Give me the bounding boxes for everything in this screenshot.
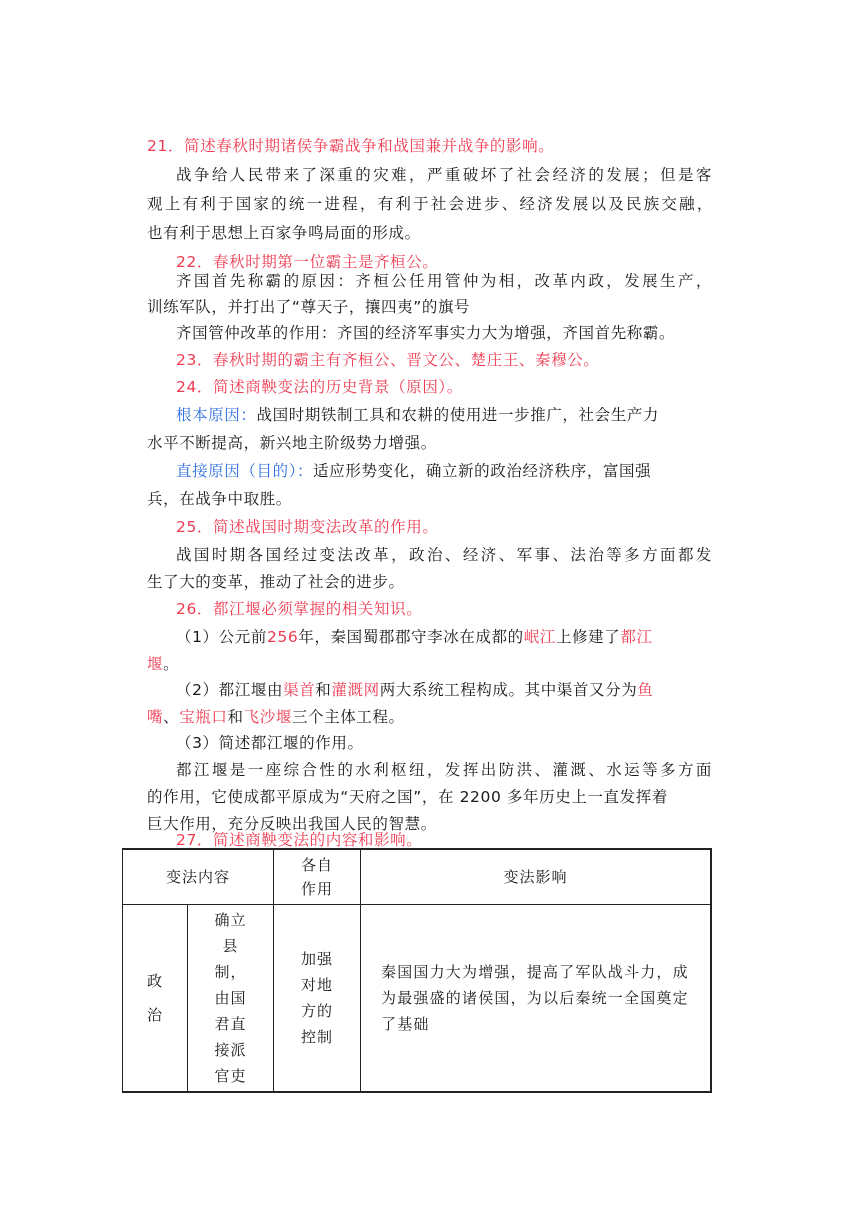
q26-p1-year: 256 bbox=[266, 628, 299, 646]
answer-22-reason-line-2: 训练军队，并打出了“尊天子，攘四夷”的旗号 bbox=[147, 298, 471, 316]
q26-p2-sep: 、 bbox=[163, 708, 180, 726]
direct-cause-label: 直接原因（目的）： bbox=[176, 462, 314, 480]
q26-p2-yuzui-a: 鱼 bbox=[637, 681, 654, 699]
question-26-title: 26．都江堰必须掌握的相关知识。 bbox=[176, 600, 423, 618]
q26-p2-text-b: 和 bbox=[315, 681, 332, 699]
q26-point-1-line-1 bbox=[176, 627, 653, 647]
root-cause-text: 战国时期铁制工具和农耕的使用进一步推广，社会生产力 bbox=[256, 406, 660, 424]
question-23-title: 23．春秋时期的霸主有齐桓公、晋文公、楚庄王、秦穆公。 bbox=[176, 351, 600, 369]
table-row bbox=[123, 905, 712, 1093]
q26-p1-text-a: （1）公元前 bbox=[176, 628, 267, 646]
q26-p2-text-c: 两大系统工程构成。其中渠首又分为 bbox=[379, 681, 638, 699]
header-content: 变法内容 bbox=[123, 849, 274, 905]
header-role: 各自作用 bbox=[274, 849, 361, 905]
q26-point-1-line-2 bbox=[147, 654, 179, 674]
direct-cause-text: 适应形势变化，确立新的政治经济秩序，富国强 bbox=[313, 462, 652, 480]
q26-p2-end: 三个主体工程。 bbox=[291, 708, 405, 726]
q26-para-line-1: 都江堰是一座综合性的水利枢纽，发挥出防洪、灌溉、水运等多方面 bbox=[176, 761, 712, 779]
q26-p1-name-a: 都江 bbox=[620, 628, 653, 646]
question-25-title: 25．简述战国时期变法改革的作用。 bbox=[176, 518, 439, 536]
answer-22-effect-line: 齐国管仲改革的作用：齐国的经济军事实力大为增强，齐国首先称霸。 bbox=[176, 324, 676, 342]
answer-24-root-line-1 bbox=[176, 405, 659, 425]
answer-25-line-2: 生了大的变革，推动了社会的进步。 bbox=[147, 573, 405, 591]
question-21-title: 21．简述春秋时期诸侯争霸战争和战国兼并战争的影响。 bbox=[147, 137, 555, 155]
q26-point-2-line-1 bbox=[176, 680, 653, 700]
root-cause-label: 根本原因： bbox=[176, 406, 257, 424]
question-27-title: 27．简述商鞅变法的内容和影响。 bbox=[176, 831, 423, 849]
answer-24-root-line-2: 水平不断提高，新兴地主阶级势力增强。 bbox=[147, 434, 437, 452]
q26-p1-name-b: 堰 bbox=[147, 655, 164, 673]
q26-para-line-2: 的作用，它使成都平原成为“天府之国”，在 2200 多年历史上一直发挥着 bbox=[147, 788, 668, 806]
q26-p2-baopingkou: 宝瓶口 bbox=[179, 708, 228, 726]
cell-role: 加强对地方的控制 bbox=[274, 905, 361, 1093]
q26-point-2-line-2 bbox=[147, 707, 405, 727]
q26-p1-text-b: 年，秦国蜀郡郡守李冰在成都的 bbox=[298, 628, 524, 646]
answer-22-reason-line-1: 齐国首先称霸的原因：齐桓公任用管仲为相，改革内政，发展生产， bbox=[176, 272, 712, 290]
answer-25-line-1: 战国时期各国经过变法改革，政治、经济、军事、法治等多方面都发 bbox=[176, 546, 712, 564]
reform-table bbox=[122, 848, 712, 1093]
q26-para-line-3: 巨大作用，充分反映出我国人民的智慧。 bbox=[147, 815, 437, 833]
cell-area: 政治 bbox=[123, 905, 188, 1093]
answer-21-line-3: 也有利于思想上百家争鸣局面的形成。 bbox=[147, 224, 421, 242]
q26-p2-yuzui-b: 嘴 bbox=[147, 708, 164, 726]
header-effect: 变法影响 bbox=[361, 849, 712, 905]
q26-p2-feishayan: 飞沙堰 bbox=[243, 708, 292, 726]
question-24-title: 24．简述商鞅变法的历史背景（原因）。 bbox=[176, 378, 463, 396]
answer-21-line-1: 战争给人民带来了深重的灾难，严重破坏了社会经济的发展；但是客 bbox=[176, 166, 712, 184]
answer-24-direct-line-1 bbox=[176, 461, 651, 481]
q26-p1-end: 。 bbox=[163, 655, 180, 673]
table-header-row bbox=[123, 849, 712, 905]
cell-content: 确立县制，由国君直接派官吏 bbox=[188, 905, 274, 1093]
q26-p2-and: 和 bbox=[227, 708, 244, 726]
q26-p2-guangai: 灌溉网 bbox=[331, 681, 380, 699]
q26-p1-text-c: 上修建了 bbox=[555, 628, 621, 646]
q26-p2-qushou: 渠首 bbox=[283, 681, 316, 699]
question-22-title: 22．春秋时期第一位霸主是齐桓公。 bbox=[176, 253, 439, 271]
q26-p2-text-a: （2）都江堰由 bbox=[176, 681, 284, 699]
q26-p1-river: 岷江 bbox=[523, 628, 556, 646]
answer-21-line-2: 观上有利于国家的统一进程，有利于社会进步、经济发展以及民族交融， bbox=[147, 195, 713, 213]
q26-point-3: （3）简述都江堰的作用。 bbox=[176, 734, 364, 752]
cell-effect: 秦国国力大为增强，提高了军队战斗力，成为最强盛的诸侯国，为以后秦统一全国奠定了基础 bbox=[361, 905, 712, 1093]
answer-24-direct-line-2: 兵，在战争中取胜。 bbox=[147, 490, 292, 508]
